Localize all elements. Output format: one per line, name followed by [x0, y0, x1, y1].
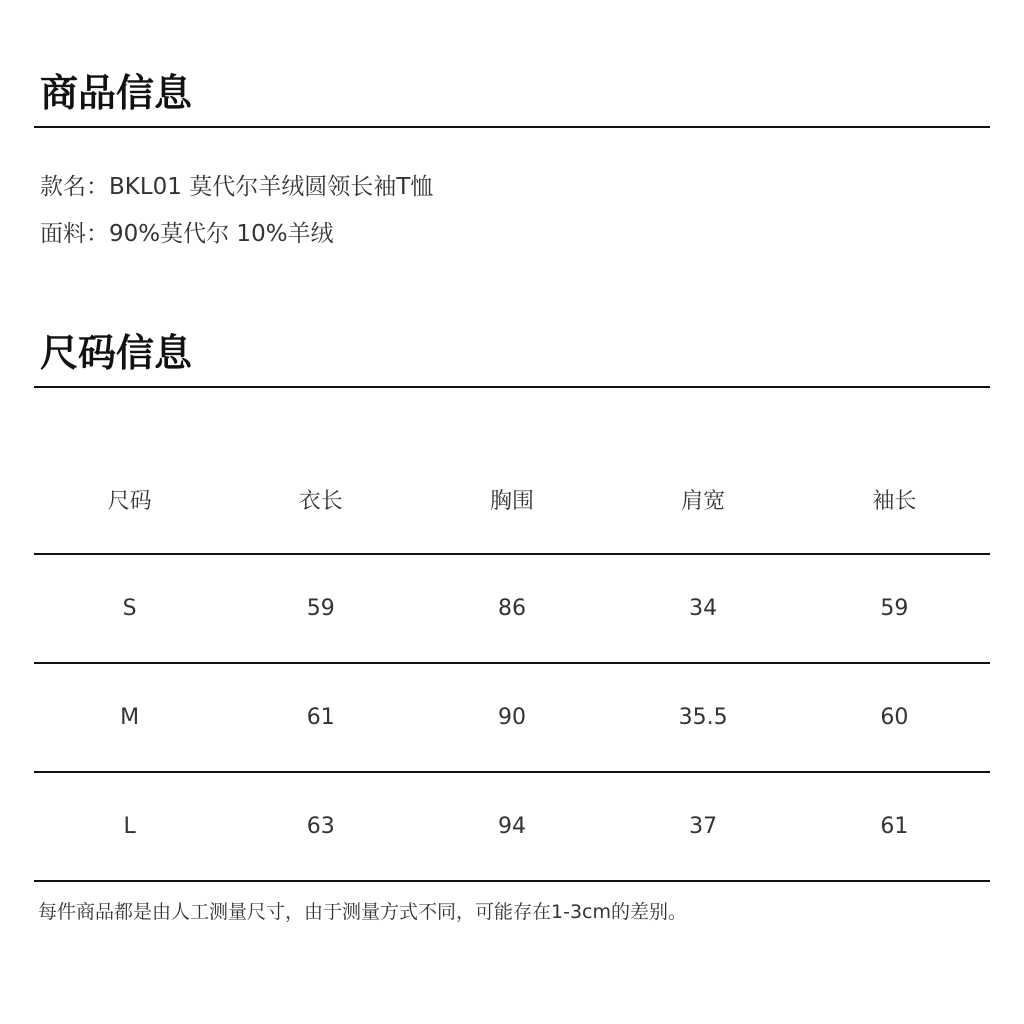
- size-table: [34, 445, 990, 882]
- product-name-line: 款名：BKL01 莫代尔羊绒圆领长袖T恤: [40, 174, 434, 200]
- header-size: 尺码: [34, 445, 225, 554]
- size-info-divider: [34, 386, 990, 388]
- header-length: 衣长: [225, 445, 416, 554]
- size-info-title: 尺码信息: [40, 331, 193, 375]
- product-info-divider: [34, 126, 990, 128]
- table-cell: 61: [799, 772, 990, 881]
- table-cell: 90: [416, 663, 607, 772]
- table-cell: 86: [416, 554, 607, 663]
- table-cell: M: [34, 663, 225, 772]
- table-cell: 94: [416, 772, 607, 881]
- table-cell: 61: [225, 663, 416, 772]
- measurement-footnote: 每件商品都是由人工测量尺寸，由于测量方式不同，可能存在1-3cm的差别。: [38, 901, 687, 923]
- table-cell: L: [34, 772, 225, 881]
- table-cell: 59: [799, 554, 990, 663]
- table-cell: 60: [799, 663, 990, 772]
- product-fabric-line: 面料：90%莫代尔 10%羊绒: [40, 221, 334, 247]
- table-row: [34, 772, 990, 881]
- header-chest: 胸围: [416, 445, 607, 554]
- table-cell: 59: [225, 554, 416, 663]
- table-row: [34, 663, 990, 772]
- table-row: [34, 554, 990, 663]
- header-sleeve: 袖长: [799, 445, 990, 554]
- header-shoulder: 肩宽: [608, 445, 799, 554]
- table-cell: 63: [225, 772, 416, 881]
- product-info-title: 商品信息: [40, 71, 193, 115]
- size-table-header-row: [34, 445, 990, 554]
- table-cell: 37: [608, 772, 799, 881]
- table-cell: 34: [608, 554, 799, 663]
- table-cell: 35.5: [608, 663, 799, 772]
- table-cell: S: [34, 554, 225, 663]
